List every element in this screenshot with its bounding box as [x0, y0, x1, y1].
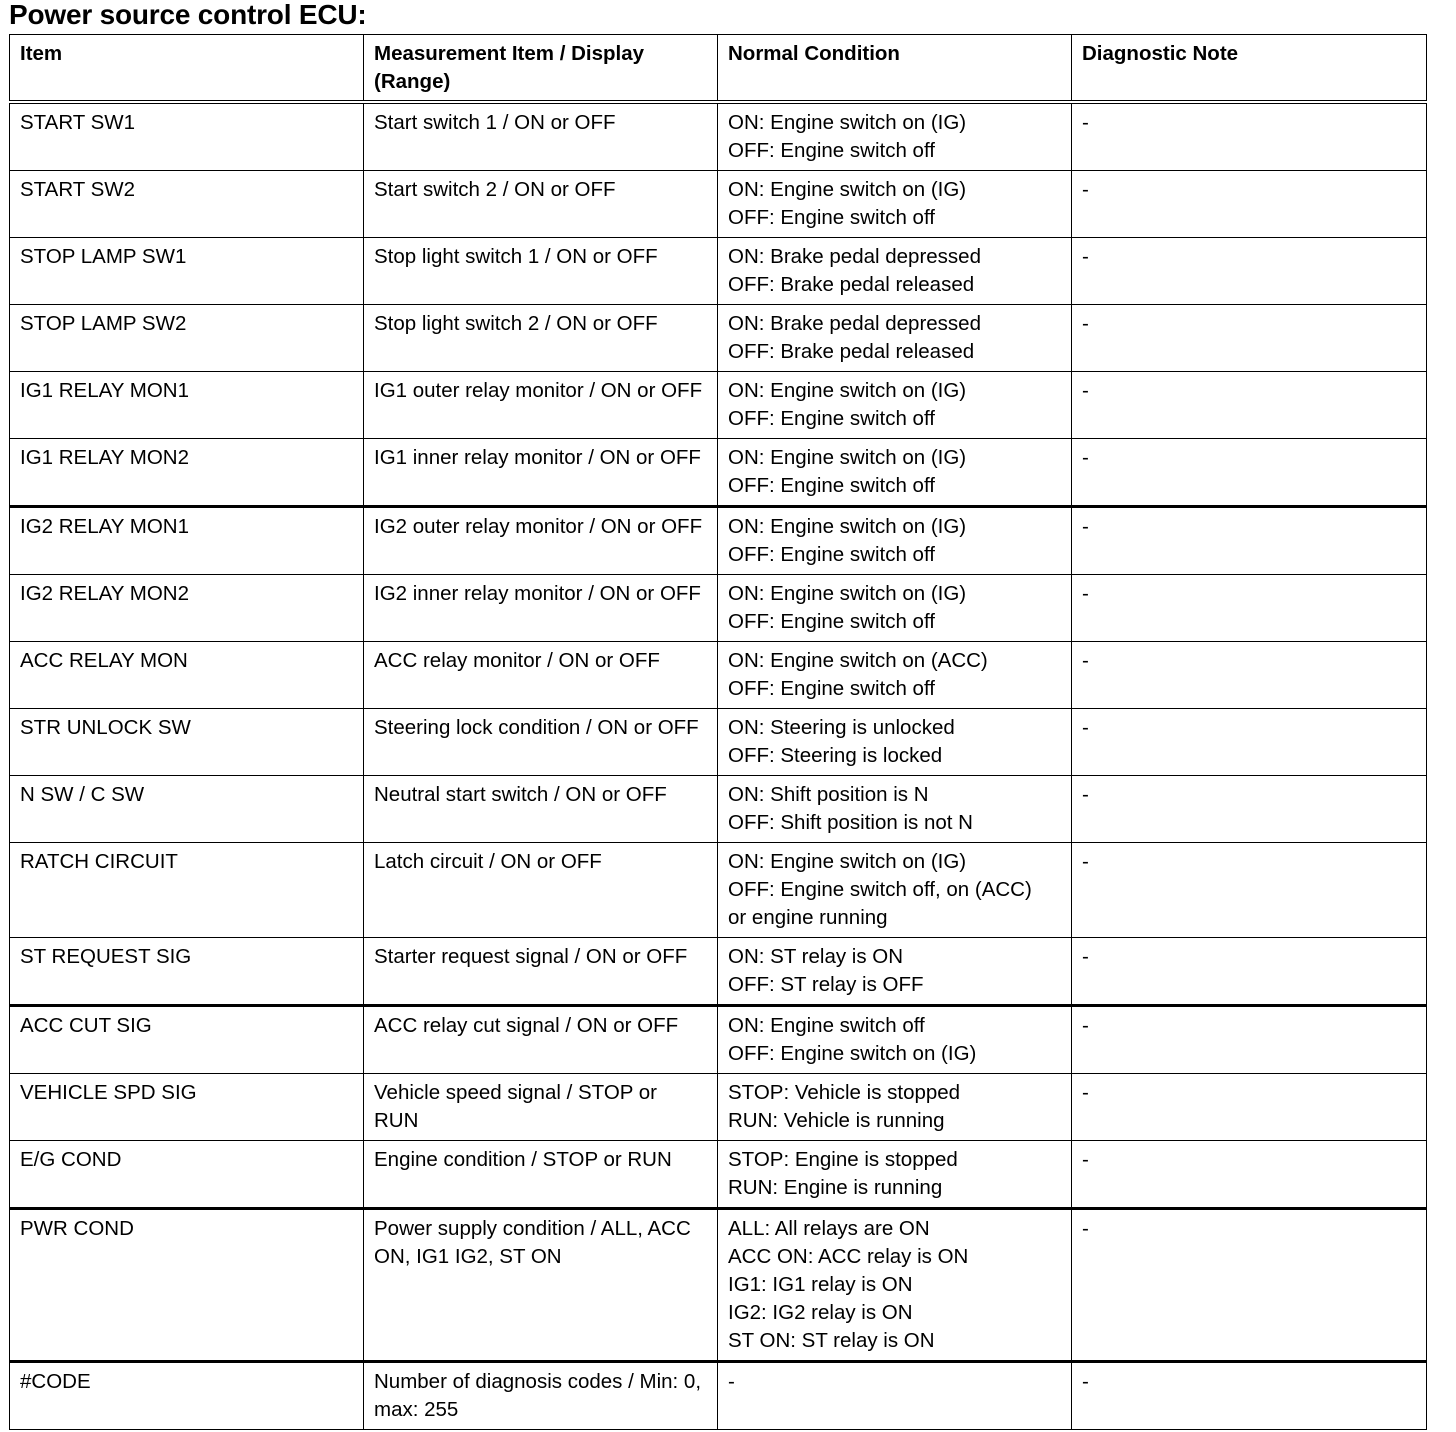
normal-condition-line: ON: Engine switch on (IG) [728, 582, 967, 605]
normal-condition-line: OFF: Engine switch off [728, 407, 935, 430]
page-title: Power source control ECU: [9, 0, 367, 30]
normal-condition-line: ON: Steering is unlocked [728, 716, 955, 739]
cell-diagnostic-note: - [1072, 709, 1427, 776]
cell-normal-condition [718, 575, 1072, 642]
measurement-text: Stop light switch 1 / ON or OFF [374, 245, 658, 268]
cell-item: START SW2 [10, 171, 364, 238]
cell-item: START SW1 [10, 102, 364, 171]
cell-measurement [364, 171, 718, 238]
measurement-text: Latch circuit / ON or OFF [374, 850, 602, 873]
power-source-control-ecu-table [9, 34, 1427, 1430]
normal-condition-line: STOP: Engine is stopped [728, 1148, 958, 1171]
normal-condition-line: ON: Engine switch off [728, 1014, 925, 1037]
cell-normal-condition [718, 305, 1072, 372]
cell-diagnostic-note: - [1072, 1141, 1427, 1209]
normal-condition-line: OFF: Steering is locked [728, 744, 943, 767]
column-header-item: Item [10, 35, 364, 103]
cell-item: STOP LAMP SW2 [10, 305, 364, 372]
cell-diagnostic-note: - [1072, 171, 1427, 238]
cell-diagnostic-note: - [1072, 938, 1427, 1006]
normal-condition-line: ON: Engine switch on (IG) [728, 850, 967, 873]
table-row [10, 575, 1427, 642]
normal-condition-line: ON: Engine switch on (IG) [728, 515, 967, 538]
cell-item: IG2 RELAY MON1 [10, 507, 364, 575]
normal-condition-line: IG2: IG2 relay is ON [728, 1301, 913, 1324]
cell-normal-condition [718, 439, 1072, 507]
cell-item: VEHICLE SPD SIG [10, 1074, 364, 1141]
measurement-text: ACC relay cut signal / ON or OFF [374, 1014, 679, 1037]
cell-item: ACC RELAY MON [10, 642, 364, 709]
cell-diagnostic-note: - [1072, 507, 1427, 575]
measurement-text: IG1 inner relay monitor / ON or OFF [374, 446, 701, 469]
column-header-measurement: Measurement Item / Display (Range) [364, 35, 718, 103]
table-row [10, 171, 1427, 238]
measurement-text: Steering lock condition / ON or OFF [374, 716, 699, 739]
cell-measurement [364, 1006, 718, 1074]
cell-diagnostic-note: - [1072, 1006, 1427, 1074]
cell-diagnostic-note: - [1072, 776, 1427, 843]
normal-condition-line: RUN: Vehicle is running [728, 1109, 945, 1132]
cell-measurement [364, 709, 718, 776]
normal-condition-line: RUN: Engine is running [728, 1176, 943, 1199]
normal-condition-line: ALL: All relays are ON [728, 1217, 930, 1240]
cell-item: E/G COND [10, 1141, 364, 1209]
measurement-text: Number of diagnosis codes / Min: 0, max: 255 [374, 1370, 702, 1421]
normal-condition-line: ST ON: ST relay is ON [728, 1329, 935, 1352]
normal-condition-line: ON: Engine switch on (ACC) [728, 649, 988, 672]
cell-measurement [364, 843, 718, 938]
table-row [10, 439, 1427, 507]
cell-normal-condition [718, 776, 1072, 843]
measurement-text: IG2 outer relay monitor / ON or OFF [374, 515, 703, 538]
cell-item: STR UNLOCK SW [10, 709, 364, 776]
cell-normal-condition [718, 642, 1072, 709]
normal-condition-line: OFF: Brake pedal released [728, 273, 975, 296]
normal-condition-line: ON: Engine switch on (IG) [728, 178, 967, 201]
table-row [10, 102, 1427, 171]
normal-condition-line: ON: Brake pedal depressed [728, 312, 981, 335]
table-row [10, 1362, 1427, 1430]
normal-condition-line: OFF: Engine switch off [728, 474, 935, 497]
cell-measurement [364, 1362, 718, 1430]
normal-condition-line: ON: Engine switch on (IG) [728, 379, 967, 402]
normal-condition-line: OFF: Engine switch off [728, 677, 935, 700]
normal-condition-line: OFF: ST relay is OFF [728, 973, 924, 996]
cell-normal-condition [718, 238, 1072, 305]
normal-condition-line: OFF: Shift position is not N [728, 811, 973, 834]
table-body [10, 102, 1427, 1430]
normal-condition-line: OFF: Engine switch off [728, 139, 935, 162]
normal-condition-line: OFF: Engine switch off [728, 206, 935, 229]
normal-condition-line: OFF: Engine switch off [728, 543, 935, 566]
cell-diagnostic-note: - [1072, 1074, 1427, 1141]
cell-diagnostic-note: - [1072, 439, 1427, 507]
cell-measurement [364, 938, 718, 1006]
table-row [10, 305, 1427, 372]
table-row [10, 709, 1427, 776]
cell-measurement [364, 372, 718, 439]
cell-diagnostic-note: - [1072, 1362, 1427, 1430]
measurement-text: Power supply condition / ALL, ACC ON, IG1 IG2, ST ON [374, 1217, 691, 1268]
cell-normal-condition [718, 372, 1072, 439]
cell-measurement [364, 575, 718, 642]
cell-normal-condition [718, 843, 1072, 938]
measurement-text: Start switch 2 / ON or OFF [374, 178, 616, 201]
normal-condition-line: ON: Engine switch on (IG) [728, 446, 967, 469]
cell-normal-condition [718, 1074, 1072, 1141]
measurement-text: ACC relay monitor / ON or OFF [374, 649, 660, 672]
cell-item: IG1 RELAY MON1 [10, 372, 364, 439]
cell-diagnostic-note: - [1072, 642, 1427, 709]
measurement-text: Stop light switch 2 / ON or OFF [374, 312, 658, 335]
cell-normal-condition [718, 171, 1072, 238]
normal-condition-line: ON: Engine switch on (IG) [728, 111, 967, 134]
cell-item: N SW / C SW [10, 776, 364, 843]
cell-normal-condition [718, 1006, 1072, 1074]
cell-normal-condition [718, 1209, 1072, 1362]
normal-condition-line: - [728, 1370, 735, 1393]
cell-diagnostic-note: - [1072, 843, 1427, 938]
measurement-text: IG1 outer relay monitor / ON or OFF [374, 379, 703, 402]
cell-diagnostic-note: - [1072, 238, 1427, 305]
measurement-text: Start switch 1 / ON or OFF [374, 111, 616, 134]
cell-measurement [364, 305, 718, 372]
table-row [10, 372, 1427, 439]
cell-item: IG1 RELAY MON2 [10, 439, 364, 507]
normal-condition-line: IG1: IG1 relay is ON [728, 1273, 913, 1296]
cell-item: RATCH CIRCUIT [10, 843, 364, 938]
cell-normal-condition [718, 102, 1072, 171]
cell-normal-condition [718, 1362, 1072, 1430]
cell-measurement [364, 439, 718, 507]
cell-normal-condition [718, 938, 1072, 1006]
table-row [10, 1209, 1427, 1362]
cell-normal-condition [718, 709, 1072, 776]
cell-normal-condition [718, 1141, 1072, 1209]
cell-diagnostic-note: - [1072, 305, 1427, 372]
table-row [10, 1141, 1427, 1209]
table-row [10, 1074, 1427, 1141]
cell-item: IG2 RELAY MON2 [10, 575, 364, 642]
cell-measurement [364, 1074, 718, 1141]
measurement-text: Neutral start switch / ON or OFF [374, 783, 667, 806]
normal-condition-line: OFF: Engine switch on (IG) [728, 1042, 977, 1065]
cell-item: #CODE [10, 1362, 364, 1430]
normal-condition-line: STOP: Vehicle is stopped [728, 1081, 961, 1104]
cell-measurement [364, 1141, 718, 1209]
cell-measurement [364, 102, 718, 171]
table-header [10, 35, 1427, 103]
cell-measurement [364, 776, 718, 843]
normal-condition-line: or engine running [728, 906, 888, 929]
cell-measurement [364, 238, 718, 305]
normal-condition-line: OFF: Engine switch off, on (ACC) [728, 878, 1032, 901]
measurement-text: Vehicle speed signal / STOP or RUN [374, 1081, 657, 1132]
table-row [10, 507, 1427, 575]
header-row [10, 35, 1427, 103]
measurement-text: IG2 inner relay monitor / ON or OFF [374, 582, 701, 605]
cell-normal-condition [718, 507, 1072, 575]
measurement-text: Starter request signal / ON or OFF [374, 945, 688, 968]
table-row [10, 843, 1427, 938]
cell-item: STOP LAMP SW1 [10, 238, 364, 305]
cell-item: PWR COND [10, 1209, 364, 1362]
normal-condition-line: ON: ST relay is ON [728, 945, 904, 968]
cell-diagnostic-note: - [1072, 102, 1427, 171]
table-row [10, 238, 1427, 305]
normal-condition-line: ACC ON: ACC relay is ON [728, 1245, 969, 1268]
normal-condition-line: ON: Brake pedal depressed [728, 245, 981, 268]
cell-measurement [364, 1209, 718, 1362]
table-row [10, 1006, 1427, 1074]
column-header-diagnostic-note: Diagnostic Note [1072, 35, 1427, 103]
normal-condition-line: OFF: Brake pedal released [728, 340, 975, 363]
normal-condition-line: ON: Shift position is N [728, 783, 929, 806]
cell-diagnostic-note: - [1072, 575, 1427, 642]
cell-measurement [364, 507, 718, 575]
table-row [10, 776, 1427, 843]
cell-diagnostic-note: - [1072, 372, 1427, 439]
normal-condition-line: OFF: Engine switch off [728, 610, 935, 633]
column-header-normal-condition: Normal Condition [718, 35, 1072, 103]
cell-measurement [364, 642, 718, 709]
cell-diagnostic-note: - [1072, 1209, 1427, 1362]
cell-item: ST REQUEST SIG [10, 938, 364, 1006]
cell-item: ACC CUT SIG [10, 1006, 364, 1074]
table-row [10, 642, 1427, 709]
measurement-text: Engine condition / STOP or RUN [374, 1148, 672, 1171]
table-row [10, 938, 1427, 1006]
